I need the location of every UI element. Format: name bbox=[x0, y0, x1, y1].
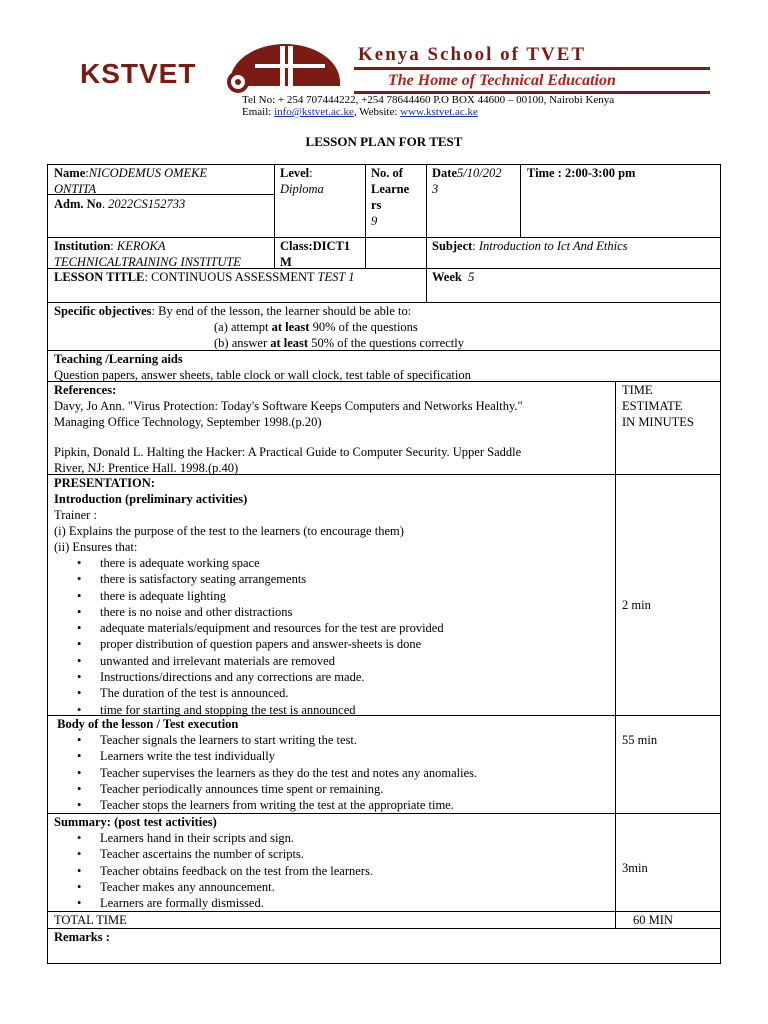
subject-cell: Subject: Introduction to Ict And Ethics bbox=[432, 239, 628, 253]
tagline: The Home of Technical Education bbox=[388, 72, 616, 89]
website-link[interactable]: www.kstvet.ac.ke bbox=[400, 106, 478, 118]
total-time-value: 60 MIN bbox=[633, 913, 673, 927]
presentation-cell: PRESENTATION: Introduction (preliminary activities) Trainer : (i) Explains the purpose of the test to the learners (to encourage them) (ii) Ensures that: • there is adequate working space • there is satisfactory seating arrangements • there is adequate lighting • there is no noise and other distractions • adequate materials/equipment and resources for the test are provided • proper distribution of question papers and answer-sheets is done • unwanted and irrelevant materials are removed • Instructions/directions and any corrections are made. • The duration of the test is announced. • time for starting and stopping the test is announced bbox=[54, 475, 444, 718]
list-item: • Teacher makes any announcement. bbox=[54, 879, 373, 895]
week-value: 5 bbox=[468, 270, 475, 284]
subject-value: Introduction to Ict And Ethics bbox=[478, 239, 628, 253]
week-cell: Week 5 bbox=[432, 270, 475, 284]
email-link[interactable]: info@kstvet.ac.ke bbox=[274, 106, 354, 118]
lesson-title-cell: LESSON TITLE: CONTINUOUS ASSESSMENT TEST 1 bbox=[54, 270, 355, 284]
level-cell: Level: Diploma bbox=[280, 166, 324, 196]
aids-cell: Teaching /Learning aids Question papers, answer sheets, table clock or wall clock, test table of specification bbox=[54, 352, 471, 382]
document-title: LESSON PLAN FOR TEST bbox=[305, 134, 463, 149]
list-item: • there is adequate lighting bbox=[54, 588, 444, 604]
objectives-cell: Specific objectives: By end of the lesson, the learner should be able to: (a) attempt at least 90% of the questions (b) answer at least 50% of the questions correctly bbox=[54, 304, 464, 350]
kstvet-logo: KSTVET bbox=[80, 58, 197, 89]
list-item: • there is satisfactory seating arrangements bbox=[54, 571, 444, 587]
list-item: • The duration of the test is announced. bbox=[54, 685, 444, 701]
lesson-plan-table bbox=[47, 164, 721, 964]
list-item: • there is adequate working space bbox=[54, 555, 444, 571]
name-value: NICODEMUS OMEKE bbox=[88, 166, 208, 180]
contact-info bbox=[242, 94, 614, 118]
references-cell: References: Davy, Jo Ann. "Virus Protection: Today's Software Keeps Computers and Networks Healthy." Managing Office Technology, September 1998.(p.20) Pipkin, Donald L. Halting the Hacker: A Practical Guide to Computer Security. Upper Saddle River, NJ: Prentice Hall. 1998.(p.40) bbox=[54, 383, 523, 475]
class-cell: Class:DICT1 M bbox=[280, 239, 351, 269]
list-item: • Teacher periodically announces time spent or remaining. bbox=[54, 781, 477, 797]
body-time: 55 min bbox=[622, 733, 658, 747]
list-item: • adequate materials/equipment and resources for the test are provided bbox=[54, 620, 444, 636]
list-item: • proper distribution of question papers and answer-sheets is done bbox=[54, 636, 444, 652]
date-cell: Date5/10/202 3 bbox=[432, 166, 502, 196]
name-cell: Name:NICODEMUS OMEKE ONTITA bbox=[54, 166, 208, 196]
summary-cell: Summary: (post test activities) • Learners hand in their scripts and sign. • Teacher ascertains the number of scripts. • Teacher obtains feedback on the test from the learners. • Teacher makes any announcement. • Learners are formally dismissed. bbox=[54, 814, 373, 911]
adm-value: 2022CS152733 bbox=[108, 197, 186, 211]
list-item: • Teacher ascertains the number of scripts. bbox=[54, 846, 373, 862]
body-list bbox=[54, 732, 477, 813]
remarks-label: Remarks : bbox=[54, 930, 110, 944]
level-value: Diploma bbox=[280, 182, 324, 196]
learners-value: 9 bbox=[371, 214, 378, 228]
school-name: Kenya School of TVET bbox=[358, 44, 587, 65]
total-time-label: TOTAL TIME bbox=[54, 913, 127, 927]
contact-web: Email: info@kstvet.ac.ke, Website: www.kstvet.ac.ke bbox=[242, 106, 478, 118]
list-item: • time for starting and stopping the test is announced bbox=[54, 702, 444, 718]
list-item: • Teacher signals the learners to start writing the test. bbox=[54, 732, 477, 748]
list-item: • there is no noise and other distractions bbox=[54, 604, 444, 620]
header-rule bbox=[354, 67, 710, 70]
time-estimate-header: TIME ESTIMATE IN MINUTES bbox=[622, 383, 694, 429]
lesson-title-value: CONTINUOUS ASSESSMENT bbox=[151, 270, 315, 284]
list-item: • Learners are formally dismissed. bbox=[54, 895, 373, 911]
body-cell: Body of the lesson / Test execution • Teacher signals the learners to start writing the test. • Learners write the test individually • Teacher supervises the learners as they do the test and notes any anomalies. • Teacher periodically announces time spent or remaining. • Teacher stops the learners from writing the test at the appropriate time. bbox=[54, 716, 477, 813]
list-item: • unwanted and irrelevant materials are removed bbox=[54, 653, 444, 669]
list-item: • Teacher supervises the learners as they do the test and notes any anomalies. bbox=[54, 765, 477, 781]
institution-value: KEROKA bbox=[116, 239, 166, 253]
time-cell: Time : 2:00-3:00 pm bbox=[527, 166, 636, 180]
presentation-time: 2 min bbox=[622, 598, 651, 612]
learners-cell: No. of Learne rs 9 bbox=[371, 166, 410, 228]
institution-cell: Institution: KEROKA TECHNICALTRAINING INSTITUTE bbox=[54, 239, 241, 269]
list-item: • Teacher obtains feedback on the test from the learners. bbox=[54, 863, 373, 879]
date-value: 5/10/202 bbox=[457, 166, 502, 180]
list-item: • Learners write the test individually bbox=[54, 748, 477, 764]
list-item: • Learners hand in their scripts and sign. bbox=[54, 830, 373, 846]
list-item: • Teacher stops the learners from writing the test at the appropriate time. bbox=[54, 797, 477, 813]
list-item: • Instructions/directions and any corrections are made. bbox=[54, 669, 444, 685]
contact-phone: Tel No: + 254 707444222, +254 78644460 P.O BOX 44600 – 00100, Nairobi Kenya bbox=[242, 94, 615, 106]
presentation-list bbox=[54, 555, 444, 718]
letterhead bbox=[70, 36, 710, 120]
adm-cell: Adm. No. 2022CS152733 bbox=[54, 197, 186, 211]
summary-list bbox=[54, 830, 373, 911]
summary-time: 3min bbox=[622, 861, 648, 875]
